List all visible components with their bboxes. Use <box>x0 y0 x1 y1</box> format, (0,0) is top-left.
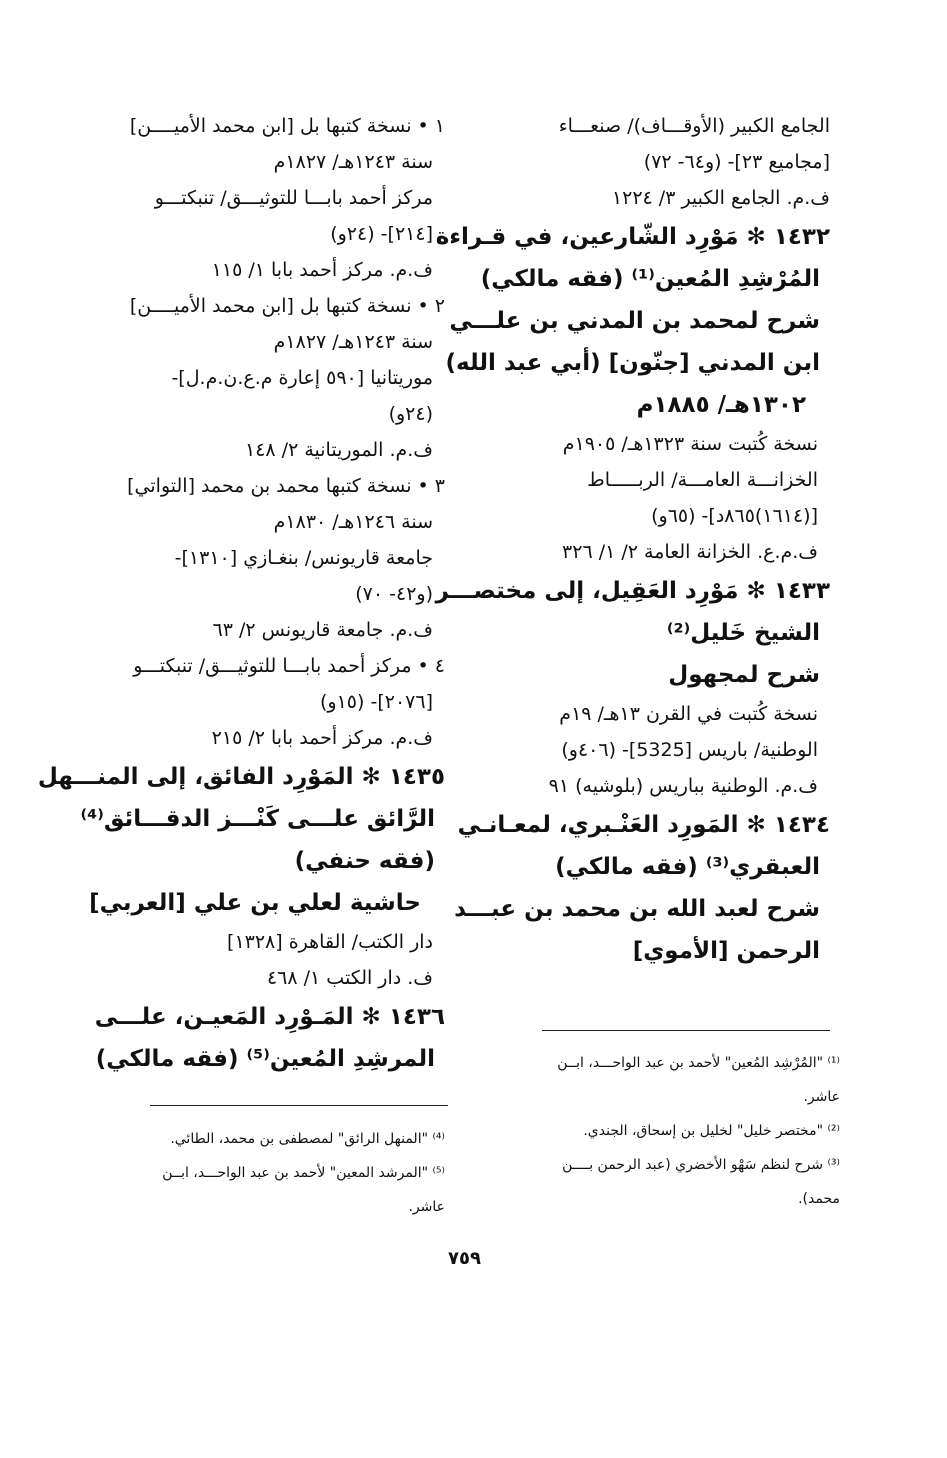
entry-heading: ١٤٣٢ ✻ مَوْرِد الشّارعين، في قـراءة <box>435 224 830 250</box>
entry-text-line: ف. دار الكتب ١/ ٤٦٨ <box>266 967 433 989</box>
entry-heading-line: شرح لعبد الله بن محمد بن عبـــد <box>454 896 820 922</box>
footnote-line: ⁽⁴⁾ "المنهل الرائق" لمصطفى بن محمد، الطائي. <box>170 1131 445 1147</box>
entry-text-line: الجامع الكبير (الأوقـــاف)/ صنعـــاء <box>558 115 830 137</box>
entry-heading: ١٤٣٦ ✻ المَـوْرِد المَعيـن، علـــى <box>94 1004 445 1030</box>
footnote-line: ⁽⁵⁾ "المرشد المعين" لأحمد بن عبد الواحـــد، ابــن <box>162 1165 445 1181</box>
entry-text-line: ف.م. الموريتانية ٢/ ١٤٨ <box>245 439 433 461</box>
entry-text-line: الخزانـــة العامـــة/ الربـــــاط <box>587 469 818 491</box>
entry-text-line: سنة ١٢٤٣هـ/ ١٨٢٧م <box>273 331 433 353</box>
entry-text-line: [مجاميع ٢٣]- (و٦٤- ٧٢) <box>643 151 830 173</box>
entry-text-line: جامعة قاريونس/ بنغـازي [١٣١٠]- <box>174 547 433 569</box>
entry-text-line: مركز أحمد بابـــا للتوثيـــق/ تنبكتـــو <box>154 187 433 209</box>
entry-text-line: ف.م. مركز أحمد بابا ٢/ ٢١٥ <box>211 727 433 749</box>
entry-heading-line: الرحمن [الأموي] <box>632 938 820 964</box>
entry-text-line: دار الكتب/ القاهرة [١٣٢٨] <box>227 931 433 953</box>
entry-heading-line: ١٣٠٢هـ/ ١٨٨٥م <box>636 392 806 418</box>
entry-heading-line: ابن المدني [جنّون] (أبي عبد الله) <box>445 350 820 376</box>
entry-heading-line: الرَّائق علـــى كَنْـــز الدقـــائق⁽⁴⁾ <box>80 806 435 832</box>
footnote-line: محمد). <box>798 1191 840 1207</box>
footnote-divider-right <box>542 1030 830 1031</box>
footnote-line: ⁽²⁾ "مختصر خليل" لخليل بن إسحاق، الجندي. <box>583 1123 840 1139</box>
footnote-line: ⁽³⁾ شرح لنظم سَهْو الأخضري (عبد الرحمن بــــن <box>562 1157 840 1173</box>
entry-text-line: [٢١٤]- (٢٤و) <box>330 223 433 245</box>
footnote-line: عاشر. <box>803 1089 840 1105</box>
entry-text-line: سنة ١٢٤٦هـ/ ١٨٣٠م <box>273 511 433 533</box>
entry-heading-line: الشيخ خَليل⁽²⁾ <box>666 620 820 646</box>
entry-heading: ١٤٣٣ ✻ مَوْرِد العَقِيل، إلى مختصـــر <box>435 578 830 604</box>
right-column <box>435 108 830 972</box>
entry-text-line: نسخة كُتبت في القرن ١٣هـ/ ١٩م <box>559 703 818 725</box>
entry-text-line: [٢٠٧٦]- (١٥و) <box>320 691 433 713</box>
entry-text-line: ٤ • مركز أحمد بابـــا للتوثيـــق/ تنبكتـــو <box>133 655 445 677</box>
entry-text-line: الوطنية/ باريس [5325]- (٤٠٦و) <box>561 739 818 761</box>
entry-text-line: [(١٦١٤)٨٦٥د]- (٦٥و) <box>651 505 818 527</box>
entry-heading-line: شرح لمجهول <box>668 662 820 688</box>
entry-text-line: موريتانيا [٥٩٠ إعارة م.ع.ن.م.ل]- <box>171 367 433 389</box>
entry-text-line: ف.م. جامعة قاريونس ٢/ ٦٣ <box>212 619 433 641</box>
entry-text-line: نسخة كُتبت سنة ١٣٢٣هـ/ ١٩٠٥م <box>562 433 818 455</box>
entry-text-line: ف.م. مركز أحمد بابا ١/ ١١٥ <box>211 259 433 281</box>
entry-heading-line: المُرْشِدِ المُعين⁽¹⁾ (فقه مالكي) <box>480 266 820 292</box>
entry-text-line: (و٤٢- ٧٠) <box>355 583 433 605</box>
entry-heading-line: حاشية لعلي بن علي [العربي] <box>89 890 421 916</box>
entry-text-line: ٣ • نسخة كتبها محمد بن محمد [التواتي] <box>127 475 445 497</box>
footnote-line: عاشر. <box>408 1199 445 1215</box>
entry-text-line: ٢ • نسخة كتبها بل [ابن محمد الأميــــن] <box>129 295 445 317</box>
page-number: ٧٥٩ <box>448 1248 481 1269</box>
footnotes-right <box>500 1046 840 1216</box>
entry-text-line: ١ • نسخة كتبها بل [ابن محمد الأميــــن] <box>129 115 445 137</box>
entry-heading: ١٤٣٤ ✻ المَورِد العَنْـبري، لمعـانـي <box>457 812 830 838</box>
entry-heading-line: (فقه حنفي) <box>294 848 435 874</box>
entry-text-line: ف.م.ع. الخزانة العامة ٢/ ١/ ٣٢٦ <box>562 541 818 563</box>
entry-text-line: (٢٤و) <box>388 403 433 425</box>
footnote-line: ⁽¹⁾ "المُرْشِد المُعين" لأحمد بن عبد الواحـــد، ابــن <box>557 1055 840 1071</box>
entry-heading-line: شرح لمحمد بن المدني بن علـــي <box>449 308 820 334</box>
footnote-divider-left <box>150 1105 448 1106</box>
entry-text-line: سنة ١٢٤٣هـ/ ١٨٢٧م <box>273 151 433 173</box>
entry-heading: ١٤٣٥ ✻ المَوْرِد الفائق، إلى المنـــهل <box>37 764 445 790</box>
entry-heading-line: العبقري⁽³⁾ (فقه مالكي) <box>555 854 820 880</box>
left-column <box>37 108 445 1080</box>
footnotes-left <box>105 1122 445 1224</box>
entry-text-line: ف.م. الجامع الكبير ٣/ ١٢٢٤ <box>611 187 830 209</box>
entry-text-line: ف.م. الوطنية بباريس (بلوشيه) ٩١ <box>548 775 818 797</box>
entry-heading-line: المرشِدِ المُعين⁽⁵⁾ (فقه مالكي) <box>95 1046 435 1072</box>
